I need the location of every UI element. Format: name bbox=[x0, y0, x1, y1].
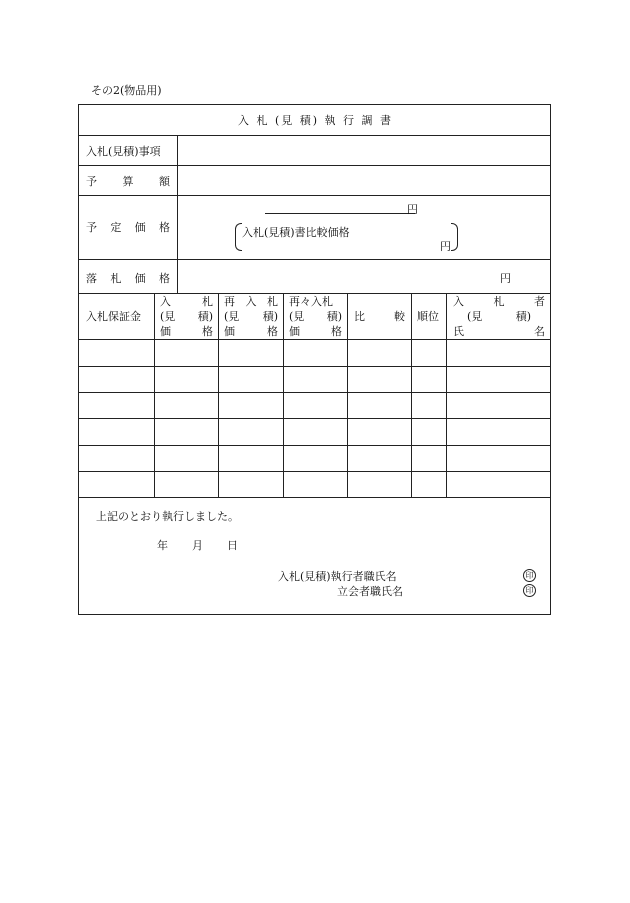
form-title: 入 札 (見 積) 執 行 調 書 bbox=[237, 114, 394, 127]
comparison-price-label: 入札(見積)書比較価格 bbox=[242, 226, 350, 239]
table-row[interactable] bbox=[79, 419, 552, 445]
rerebid-price-header: 再々入札 (見 積) 価 格 bbox=[289, 295, 342, 338]
rank-header: 順位 bbox=[417, 310, 439, 323]
planned-price-yen: 円 bbox=[407, 203, 418, 216]
bidder-header: 入 札 者 (見 積) 氏 名 bbox=[453, 295, 545, 338]
seal-icon: 印 bbox=[523, 569, 536, 582]
execution-statement: 上記のとおり執行しました。 bbox=[96, 510, 239, 523]
comparison-price-yen: 円 bbox=[440, 240, 451, 253]
table-row[interactable] bbox=[79, 367, 552, 392]
date-month: 月 bbox=[192, 539, 203, 552]
subject-field[interactable] bbox=[178, 136, 551, 165]
planned-price-label: 予 定 価 格 bbox=[86, 221, 170, 234]
table-row[interactable] bbox=[79, 446, 552, 471]
bid-execution-form bbox=[78, 104, 551, 615]
table-row[interactable] bbox=[79, 393, 552, 418]
compare-header: 比 較 bbox=[354, 310, 405, 323]
subject-label: 入札(見積)事項 bbox=[86, 145, 161, 158]
budget-field[interactable] bbox=[178, 166, 551, 195]
bid-price-header: 入 札 (見 積) 価 格 bbox=[160, 295, 213, 338]
planned-price-underline[interactable] bbox=[265, 213, 415, 214]
bracket-left bbox=[235, 223, 242, 251]
rebid-price-header: 再 入 札 (見 積) 価 格 bbox=[224, 295, 278, 338]
table-row[interactable] bbox=[79, 340, 552, 366]
deposit-header: 入札保証金 bbox=[86, 310, 141, 323]
executor-label: 入札(見積)執行者職氏名 bbox=[278, 570, 397, 583]
form-subtitle: その2(物品用) bbox=[91, 84, 162, 97]
bracket-right bbox=[451, 223, 458, 251]
award-price-label: 落 札 価 格 bbox=[86, 272, 170, 285]
table-row[interactable] bbox=[79, 472, 552, 497]
seal-icon: 印 bbox=[523, 584, 536, 597]
date-year: 年 bbox=[157, 539, 168, 552]
date-day: 日 bbox=[227, 539, 238, 552]
budget-label: 予 算 額 bbox=[86, 175, 170, 188]
witness-label: 立会者職氏名 bbox=[337, 585, 403, 598]
award-price-yen: 円 bbox=[500, 272, 511, 285]
